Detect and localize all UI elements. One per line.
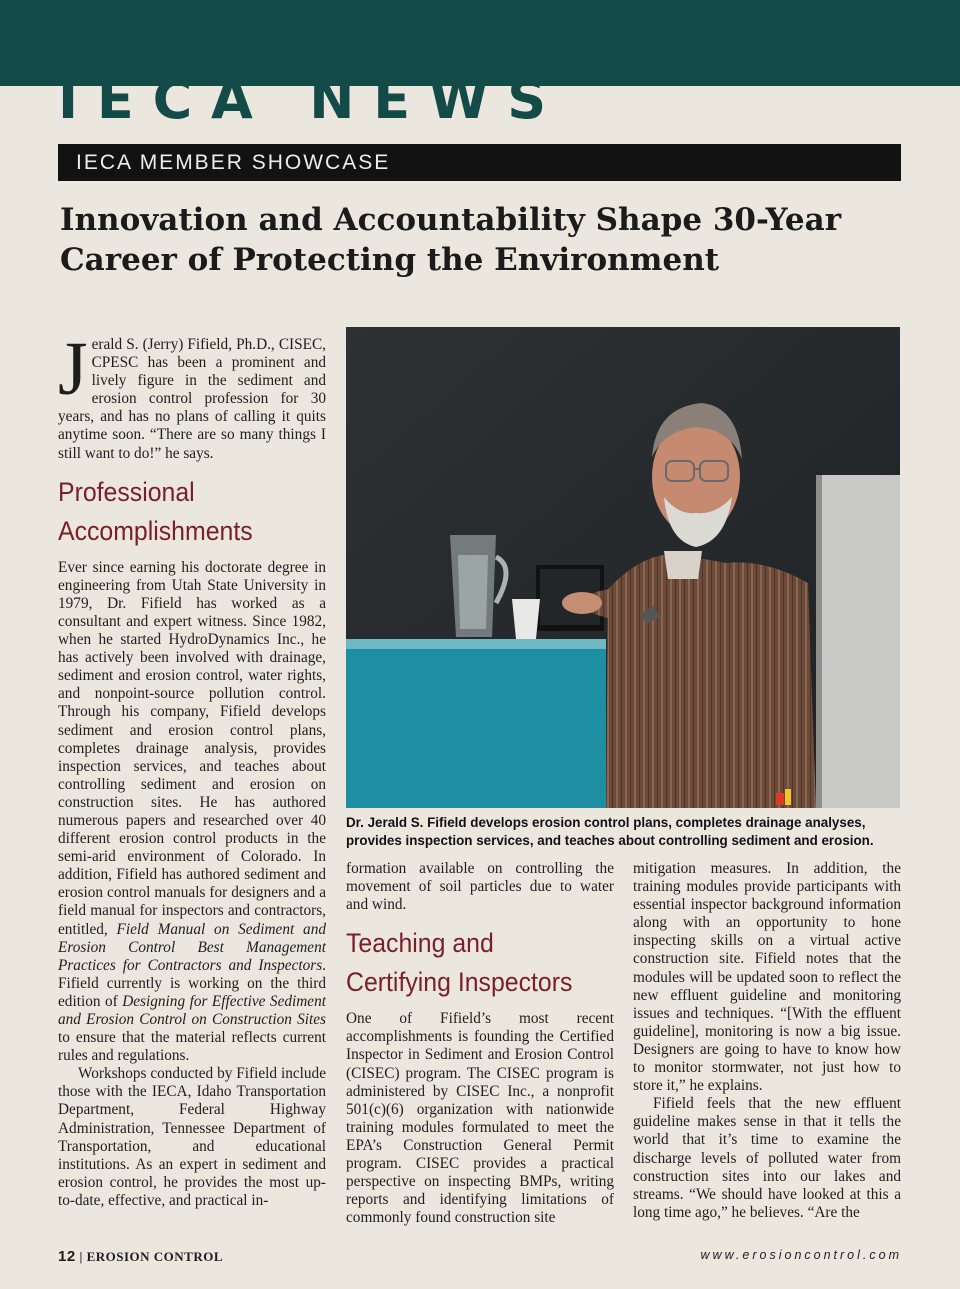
magazine-name: EROSION CONTROL <box>86 1249 224 1264</box>
book-title-field-manual: Field Manual on Sediment and Erosion Control Best Management Practices for Contractors and Inspectors <box>58 920 326 974</box>
paragraph-cisec: One of Fifield’s most recent accomplishments is founding the Certified Inspector in Sediment and Erosion Control (CISEC) program. The CISEC program is administered by CISEC Inc., a nonprofit 501(c)(6) organization with nationwide training modules formulated to meet the EPA’s Construction General Permit program. CISEC provides a practical perspective on inspecting BMPs, writing reports and identifying limitations of commonly found construction site <box>346 1010 614 1227</box>
subhead-professional-accomplishments: Professional Accomplishments <box>58 476 253 546</box>
column-1 <box>58 327 326 1210</box>
intro-paragraph <box>58 327 326 463</box>
para-text: . Fifield currently is working on the third edition of <box>58 956 326 1010</box>
article-headline: Innovation and Accountability Shape 30-Year Career of Protecting the Environment <box>60 202 842 278</box>
column-2 <box>346 860 614 1227</box>
intro-text: erald S. (Jerry) Fifield, Ph.D., CISEC, CPESC has been a prominent and lively figure in the sediment and erosion control profession for 30 years, and has no plans of calling it quits anytime soon. “There are so many things I still want to do!” he says. <box>58 336 326 462</box>
book-title-designing: Designing for Effective Sediment and Erosion Control on Construction Sites <box>58 992 326 1028</box>
section-banner: IECA MEMBER SHOWCASE <box>58 144 901 181</box>
column-3 <box>633 860 901 1222</box>
footer-separator: | <box>79 1249 83 1264</box>
paragraph-mitigation: mitigation measures. In addition, the training modules provide participants with essential inspector background information along with an opportunity to hone inspecting skills on a virtual active construction site. Fifield notes that the modules will be updated soon to reflect the new effluent guideline and monitoring issues and techniques. “[With the effluent guideline], monitoring is now a big issue. Designers are going to have to know how to monitor stormwater, not just how to store it,” he explains. <box>633 860 901 1095</box>
paragraph-workshops: Workshops conducted by Fifield include those with the IECA, Idaho Transportation Department, Federal Highway Administration, Tennessee Department of Transportation, and educational institutions. As an expert in sediment and erosion control, he provides the most up-to-date, effective, and practical in- <box>58 1065 326 1209</box>
paragraph-effluent: Fifield feels that the new effluent guideline makes sense in that it tells the world that it’s time to examine the discharge levels of polluted water from construction sites into our lakes and streams. “We should have looked at this a long time ago,” he believes. “Are the <box>633 1095 901 1221</box>
para-text: Ever since earning his doctorate degree in engineering from Utah State University in 1979, Dr. Fifield has worked as a consultant and expert witness. Since 1982, when he started HydroDynamics Inc., he has actively been involved with drainage, sediment and erosion control, water rights, and nonpoint-source pollution control. Through his company, Fifield develops sediment and erosion control plans, completes drainage analysis, provides inspection services, and teaches about controlling sediment and erosion on construction sites. He has authored numerous papers and researched over 40 different erosion control products in the semi-arid environment of Colorado. In addition, Fifield has authored sediment and erosion control manuals for designers and a field manual for inspectors and contractors, entitled, <box>58 558 326 938</box>
footer-website[interactable]: www.erosioncontrol.com <box>700 1248 902 1262</box>
article-photo <box>346 327 900 808</box>
footer-left <box>58 1248 223 1265</box>
page-number: 12 <box>58 1248 76 1265</box>
photo-illustration <box>346 327 900 808</box>
paragraph-accomplishments <box>58 559 326 1066</box>
para-text: to ensure that the material reflects current rules and regulations. <box>58 1029 326 1065</box>
subhead-teaching-certifying: Teaching and Certifying Inspectors <box>346 928 573 998</box>
photo-caption: Dr. Jerald S. Fifield develops erosion control plans, completes drainage analyses, provides inspection services, and teaches about controlling sediment and erosion. <box>346 815 874 848</box>
masthead-title: I E C A N E W S <box>58 72 547 128</box>
paragraph-continued: formation available on controlling the movement of soil particles due to water and wind. <box>346 860 614 914</box>
drop-cap: J <box>58 327 88 411</box>
